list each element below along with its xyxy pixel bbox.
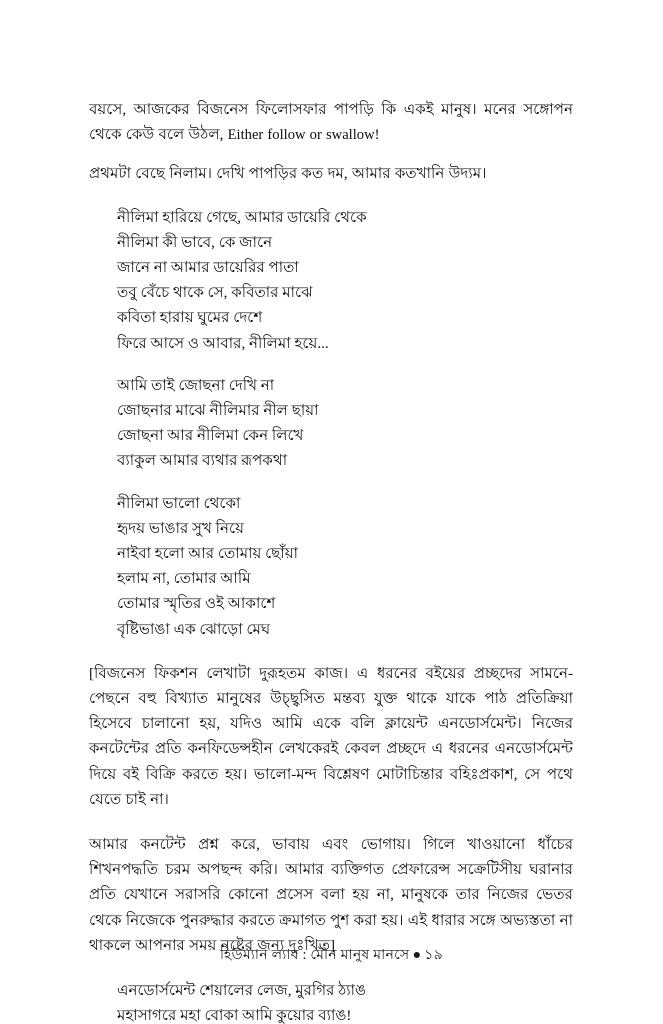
poem bbox=[89, 206, 573, 643]
poem-line: ব্যাকুল আমার ব্যথার রূপকথা bbox=[117, 453, 288, 470]
poem-stanza-1 bbox=[117, 206, 573, 357]
poem-line: জোছনার মাঝে নীলিমার নীল ছায়া bbox=[117, 403, 319, 420]
couplet-line: মহাসাগরে মহা বোকা আমি কুয়োর ব্যাঙ! bbox=[117, 1008, 352, 1024]
poem-line: নীলিমা কী ভাবে, কে জানে bbox=[117, 234, 273, 251]
poem-line: কবিতা হারায় ঘুমের দেশে bbox=[117, 310, 263, 327]
paragraph-content-philosophy: আমার কনটেন্ট প্রশ্ন করে, ভাবায় এবং ভোগায়। গিলে খাওয়ানো ধাঁচের শিখনপদ্ধতি চরম অপছন্দ করি। আমার ব্যক্তিগত প্রেফারেন্স সক্রেটিসীয় ঘরানার প্রতি যেখানে সরাসরি কোনো প্রসেস বলা হয় না, মানুষকে তার নিজের ভেতর থেকে নিজেকে পুনরুদ্ধার করতে ক্রমাগত পুশ করা হয়। এই ধারার সঙ্গে অভ্যস্ততা না থাকলে আপনার সময় নষ্টের জন্য দুঃখিত] bbox=[89, 837, 573, 954]
paragraph-opening-english-quote: Either follow or swallow! bbox=[227, 127, 380, 144]
poem-line: তোমার স্মৃতির ওই আকাশে bbox=[117, 596, 276, 613]
footer-bullet-separator: ● bbox=[412, 947, 422, 963]
poem-line: হলাম না, তোমার আমি bbox=[117, 571, 251, 588]
closing-couplet bbox=[89, 979, 573, 1024]
footer-page-number: ১৯ bbox=[424, 947, 444, 963]
page-content bbox=[89, 98, 573, 1024]
poem-line: বৃষ্টিভাঙা এক ঝোড়ো মেঘ bbox=[117, 621, 271, 638]
poem-line: হৃদয় ভাঙার সুখ নিয়ে bbox=[117, 520, 244, 537]
poem-line: তবু বেঁচে থাকে সে, কবিতার মাঝে bbox=[117, 285, 313, 302]
poem-line: নীলিমা ভালো থেকো bbox=[117, 495, 241, 512]
poem-stanza-3 bbox=[117, 492, 573, 643]
poem-stanza-2 bbox=[117, 374, 573, 475]
paragraph-opening-bengali: বয়সে, আজকের বিজনেস ফিলোসফার পাপড়ি কি একই মানুষ। মনের সঙ্গোপন থেকে কেউ বলে উঠল, bbox=[89, 102, 573, 144]
paragraph-business-fiction: [বিজনেস ফিকশন লেখাটা দুরূহতম কাজ। এ ধরনের বইয়ের প্রচ্ছদের সামনে-পেছনে বহু বিখ্যাত মানুষের উচ্ছ্বসিত মন্তব্য যুক্ত থাকে যাকে পাঠ প্রতিক্রিয়া হিসেবে চালানো হয়, যদিও আমি একে বলি ক্লায়েন্ট এনডোর্সমেন্ট। নিজের কনটেন্টের প্রতি কনফিডেন্সহীন লেখকেরই কেবল প্রচ্ছদে এ ধরনের এনডোর্সমেন্ট দিয়ে বই বিক্রি করতে হয়। ভালো-মন্দ বিশ্লেষণ মোটাচিন্তার বহিঃপ্রকাশ, সে পথে যেতে চাই না। bbox=[89, 665, 573, 808]
couplet-line: এনডোর্সমেন্ট শেয়ালের লেজ, মুরগির ঠ্যাঙ bbox=[117, 983, 367, 1000]
poem-line: জানে না আমার ডায়েরির পাতা bbox=[117, 260, 299, 277]
poem-line: জোছনা আর নীলিমা কেন লিখে bbox=[117, 428, 304, 445]
poem-line: নাইবা হলো আর তোমায় ছোঁয়া bbox=[117, 546, 299, 563]
poem-line: নীলিমা হারিয়ে গেছে, আমার ডায়েরি থেকে bbox=[117, 209, 367, 226]
page-footer bbox=[0, 944, 663, 968]
footer-book-title: হিউম্যান ল্যাব : মৌন মানুষ মানসে bbox=[219, 947, 410, 963]
poem-line: আমি তাই জোছনা দেখি না bbox=[117, 377, 275, 394]
paragraph-second: প্রথমটা বেছে নিলাম। দেখি পাপড়ির কত দম, আমার কতখানি উদ্যম। bbox=[89, 166, 487, 183]
paragraph-opening bbox=[89, 98, 573, 148]
poem-line: ফিরে আসে ও আবার, নীলিমা হয়ে... bbox=[117, 335, 329, 352]
